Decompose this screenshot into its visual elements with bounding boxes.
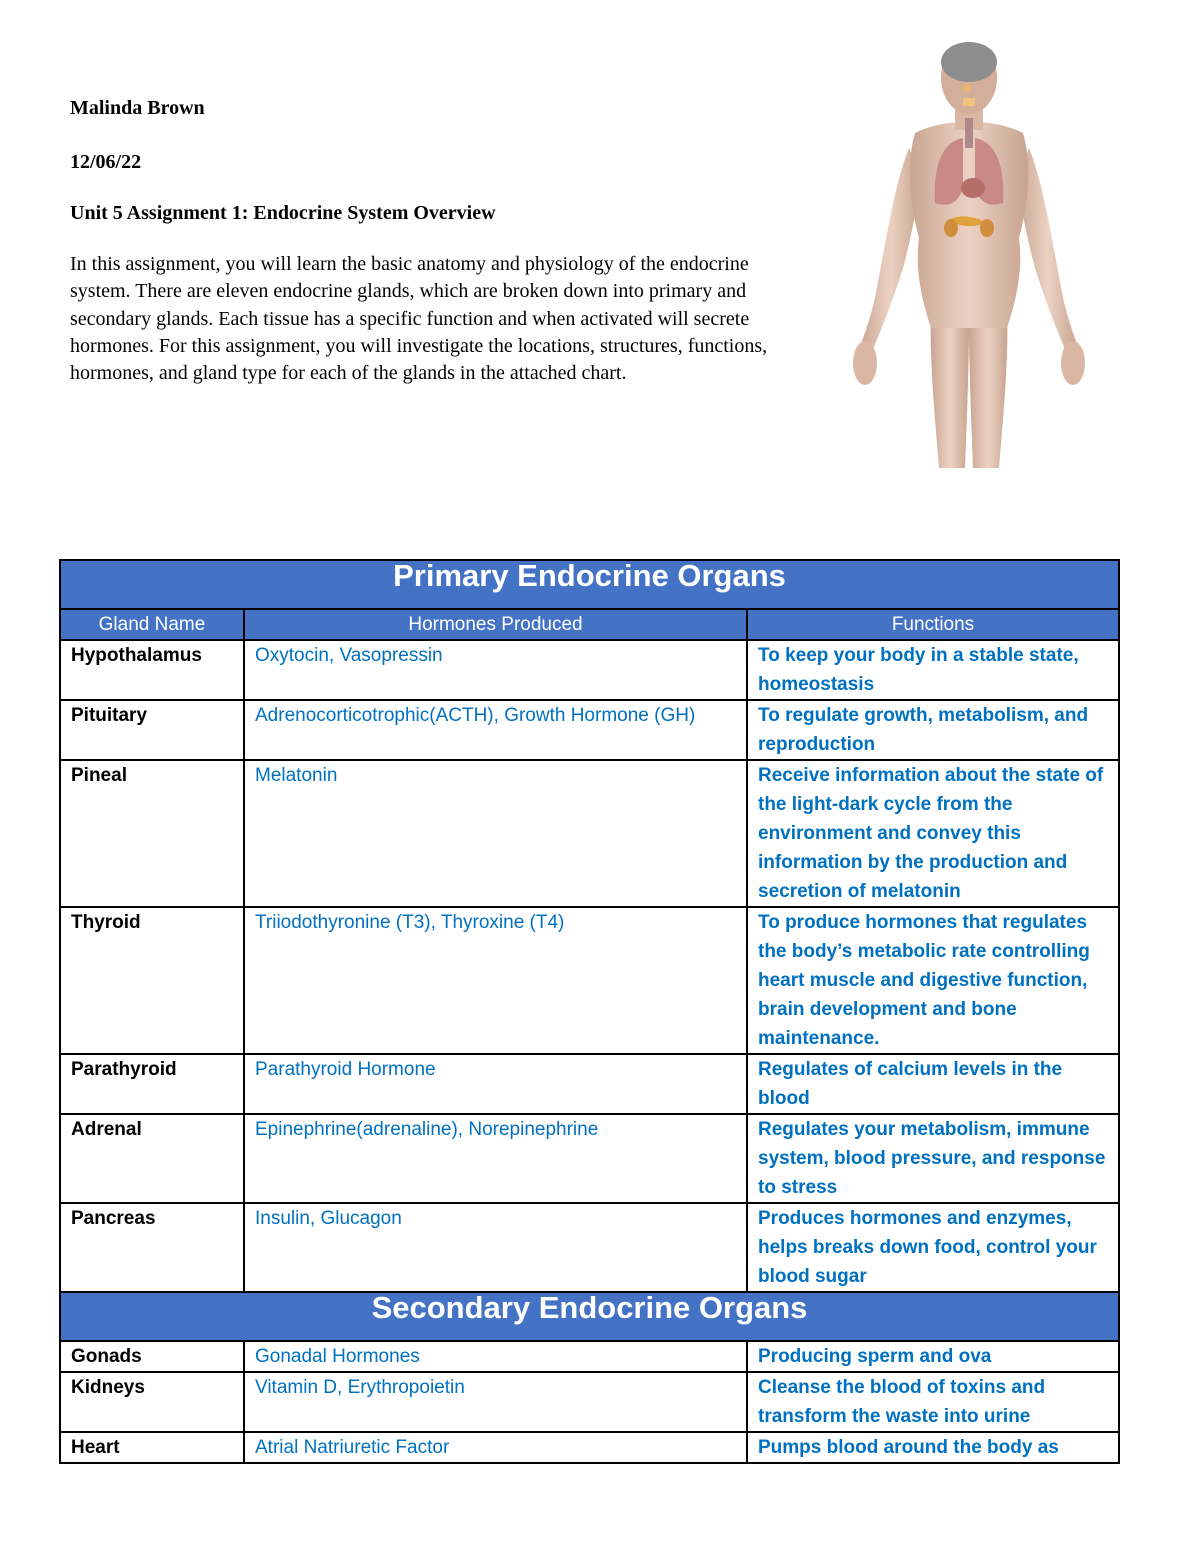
gland-name: Pineal (60, 760, 244, 907)
function-cell: Producing sperm and ova (747, 1341, 1119, 1372)
table-row (60, 640, 1119, 700)
document-header (70, 96, 810, 387)
function-cell: To produce hormones that regulates the body’s metabolic rate controlling heart muscle and digestive function, brain development and bone maintenance. (747, 907, 1119, 1054)
gland-name: Kidneys (60, 1372, 244, 1432)
table-row (60, 1372, 1119, 1432)
gland-name: Gonads (60, 1341, 244, 1372)
anatomy-figure (845, 38, 1093, 468)
secondary-section-title: Secondary Endocrine Organs (60, 1292, 1119, 1341)
gland-name: Pituitary (60, 700, 244, 760)
author-name: Malinda Brown (70, 97, 205, 119)
function-cell: Regulates your metabolism, immune system, blood pressure, and response to stress (747, 1114, 1119, 1203)
hormones-cell: Triiodothyronine (T3), Thyroxine (T4) (244, 907, 747, 1054)
column-header-gland: Gland Name (60, 609, 244, 640)
function-cell: Pumps blood around the body as (747, 1432, 1119, 1463)
hormones-cell: Adrenocorticotrophic(ACTH), Growth Hormone (GH) (244, 700, 747, 760)
primary-section-title: Primary Endocrine Organs (60, 560, 1119, 609)
function-cell: To keep your body in a stable state, homeostasis (747, 640, 1119, 700)
function-cell: Produces hormones and enzymes, helps breaks down food, control your blood sugar (747, 1203, 1119, 1292)
column-header-hormones: Hormones Produced (244, 609, 747, 640)
endocrine-table (59, 559, 1120, 1464)
hormones-cell: Parathyroid Hormone (244, 1054, 747, 1114)
hormones-cell: Melatonin (244, 760, 747, 907)
function-cell: To regulate growth, metabolism, and reproduction (747, 700, 1119, 760)
hormones-cell: Insulin, Glucagon (244, 1203, 747, 1292)
table-row (60, 907, 1119, 1054)
hormones-cell: Epinephrine(adrenaline), Norepinephrine (244, 1114, 747, 1203)
document-date: 12/06/22 (70, 151, 142, 173)
table-row (60, 700, 1119, 760)
gland-name: Heart (60, 1432, 244, 1463)
function-cell: Receive information about the state of the light-dark cycle from the environment and convey this information by the production and secretion of melatonin (747, 760, 1119, 907)
gland-name: Parathyroid (60, 1054, 244, 1114)
hormones-cell: Atrial Natriuretic Factor (244, 1432, 747, 1463)
hormones-cell: Vitamin D, Erythropoietin (244, 1372, 747, 1432)
gland-name: Adrenal (60, 1114, 244, 1203)
gland-name: Pancreas (60, 1203, 244, 1292)
assignment-title: Unit 5 Assignment 1: Endocrine System Overview (70, 202, 496, 224)
table-row (60, 760, 1119, 907)
function-cell: Regulates of calcium levels in the blood (747, 1054, 1119, 1114)
hormones-cell: Oxytocin, Vasopressin (244, 640, 747, 700)
column-header-functions: Functions (747, 609, 1119, 640)
table-row (60, 1432, 1119, 1463)
intro-paragraph: In this assignment, you will learn the basic anatomy and physiology of the endocrine system. There are eleven endocrine glands, which are broken down into primary and secondary glands. Each tissue has a specific function and when activated will secrete hormones. For this assignment, you will investigate the locations, structures, functions, hormones, and gland type for each of the glands in the attached chart. (70, 253, 768, 385)
function-cell: Cleanse the blood of toxins and transform the waste into urine (747, 1372, 1119, 1432)
gland-name: Hypothalamus (60, 640, 244, 700)
table-row (60, 1203, 1119, 1292)
hormones-cell: Gonadal Hormones (244, 1341, 747, 1372)
gland-name: Thyroid (60, 907, 244, 1054)
table-row (60, 1114, 1119, 1203)
table-row (60, 1054, 1119, 1114)
table-row (60, 1341, 1119, 1372)
